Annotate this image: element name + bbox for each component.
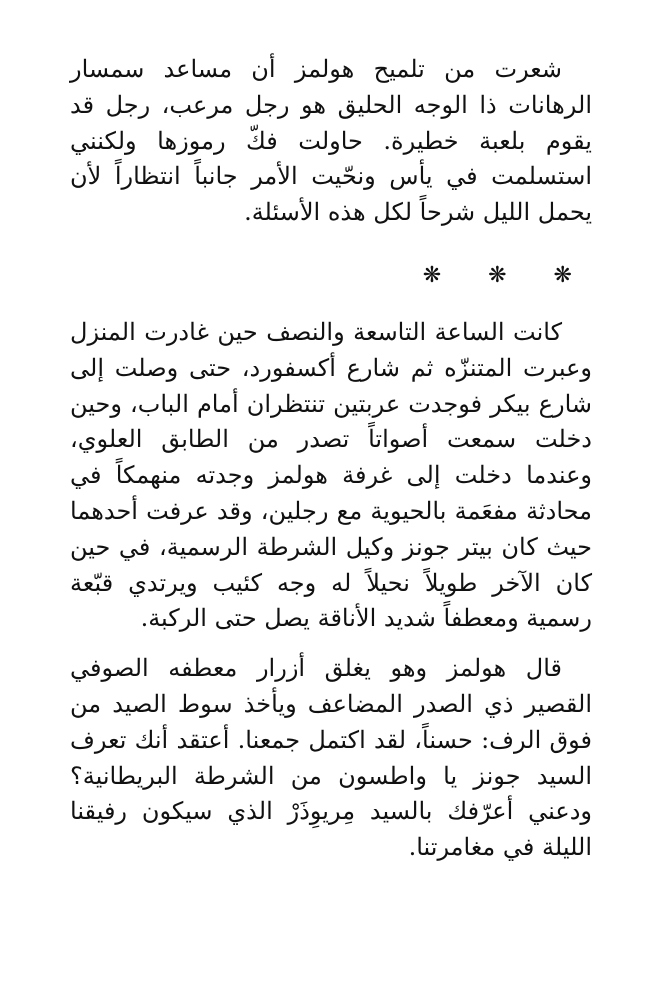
section-separator: ❋ ❋ ❋ xyxy=(422,262,592,288)
paragraph-2: كانت الساعة التاسعة والنصف حين غادرت المنزل وعبرت المتنزّه ثم شارع أكسفورد، حتى وصلت إلى شارع بيكر فوجدت عربتين تنتظران أمام الباب، وحين دخلت سمعت أصواتاً تصدر من الطابق العلوي، وعندما دخلت إلى غرفة هولمز وجدته منهمكاً في محادثة مفعَمة بالحيوية مع رجلين، وقد عرفت أحدهما حيث كان بيتر جونز وكيل الشرطة الرسمية، في حين كان الآخر طويلاً نحيلاً له وجه كئيب ويرتدي قبّعة رسمية ومعطفاً شديد الأناقة يصل حتى الركبة. xyxy=(70,317,592,633)
paragraph-3: قال هولمز وهو يغلق أزرار معطفه الصوفي القصير ذي الصدر المضاعف ويأخذ سوط الصيد من فوق الرف: حسناً، لقد اكتمل جمعنا. أعتقد أنك تعرف السيد جونز يا واطسون من الشرطة البريطانية؟ ودعني أعرّفك بالسيد مِريوِذَرْ الذي سيكون رفيقنا الليلة في مغامرتنا. xyxy=(70,654,592,862)
paragraph-1: شعرت من تلميح هولمز أن مساعد سمسار الرهانات ذا الوجه الحليق هو رجل مرعب، رجل قد يقوم بلعبة خطيرة. حاولت فكّ رموزها ولكنني استسلمت في يأس ونحّيت الأمر جانباً انتظاراً لأن يحمل الليل شرحاً لكل هذه الأسئلة. xyxy=(70,55,592,227)
document-page xyxy=(70,52,592,866)
